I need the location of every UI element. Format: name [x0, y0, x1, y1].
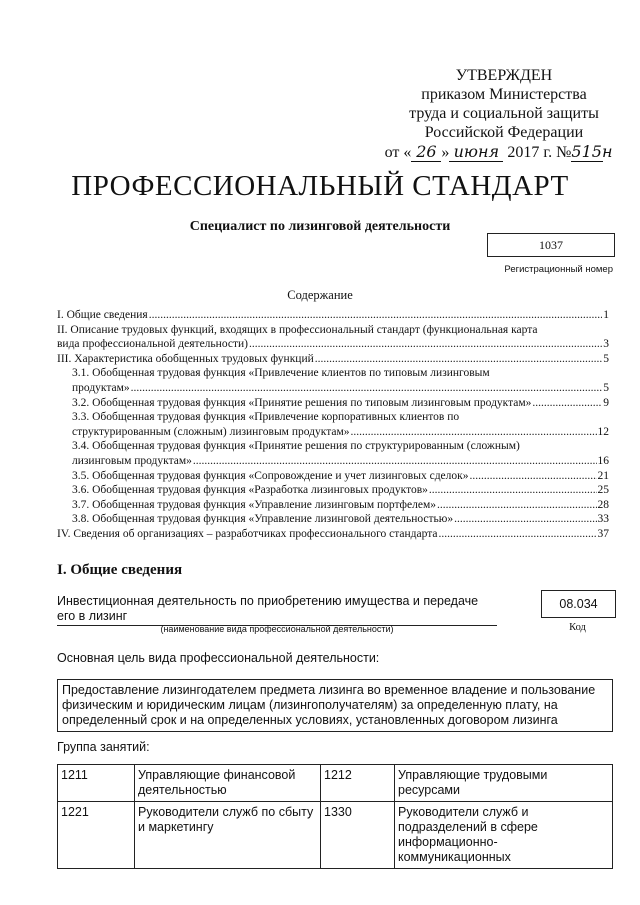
- approval-block: [384, 66, 624, 162]
- toc-entry-text-cont: лизинговым продуктам»: [72, 454, 192, 467]
- table-cell-code: 1330: [321, 802, 395, 869]
- toc-entry-page: 3: [603, 338, 609, 351]
- handwritten-month: июня: [449, 142, 503, 162]
- table-cell-code: 1211: [58, 765, 135, 802]
- toc-entry-page: 21: [597, 469, 609, 482]
- registration-number-box: 1037: [487, 233, 615, 257]
- code-caption: Код: [569, 622, 586, 633]
- toc-entry-text: 3.7. Обобщенная трудовая функция «Управление лизинговым портфелем»: [72, 498, 436, 511]
- table-cell-name: Руководители служб по сбыту и маркетингу: [135, 802, 321, 869]
- toc-entry-text: 3.5. Обобщенная трудовая функция «Сопровождение и учет лизинговых сделок»: [72, 469, 469, 482]
- handwritten-day: 26: [411, 142, 441, 162]
- table-cell-name: Руководители служб и подразделений в сфере информационно-коммуникационных: [395, 802, 613, 869]
- toc-entry-page: 5: [603, 381, 609, 394]
- registration-number-label: Регистрационный номер: [504, 264, 613, 275]
- toc-entry-text: 3.6. Обобщенная трудовая функция «Разработка лизинговых продуктов»: [72, 484, 428, 497]
- toc-entry-page: 25: [597, 484, 609, 497]
- toc-entry-page: 28: [597, 498, 609, 511]
- page-title: ПРОФЕССИОНАЛЬНЫЙ СТАНДАРТ: [71, 170, 569, 202]
- toc-entry-text: 3.4. Обобщенная трудовая функция «Принятие решения по структурированным (сложным): [72, 440, 520, 453]
- toc-entry[interactable]: [57, 410, 609, 439]
- toc-entry-text: IV. Сведения об организациях – разработчиках профессионального стандарта: [57, 527, 438, 540]
- toc-entry[interactable]: [57, 512, 609, 527]
- date-year: 2017 г. №: [507, 144, 572, 161]
- section-heading: I. Общие сведения: [57, 562, 183, 578]
- goal-label: Основная цель вида профессиональной деятельности:: [57, 651, 380, 665]
- table-cell-name: Управляющие финансовой деятельностью: [135, 765, 321, 802]
- toc-entry-text-cont: структурированным (сложным) лизинговым продуктам»: [72, 425, 350, 438]
- approval-date-line: [364, 142, 624, 162]
- toc-entry[interactable]: [57, 323, 609, 352]
- toc-entry[interactable]: [57, 396, 609, 411]
- toc-entry[interactable]: [57, 469, 609, 484]
- toc-entry-text: 3.2. Обобщенная трудовая функция «Принятие решения по типовым лизинговым продуктам»: [72, 396, 532, 409]
- table-row: [58, 765, 613, 802]
- activity-name: Инвестиционная деятельность по приобретению имущества и передаче его в лизинг: [57, 594, 497, 626]
- toc-entry-page: 16: [597, 454, 609, 467]
- toc-entry[interactable]: [57, 483, 609, 498]
- toc-entry[interactable]: [57, 308, 609, 323]
- handwritten-order-number: 515н: [571, 142, 613, 161]
- toc-entry[interactable]: [57, 498, 609, 513]
- toc-heading: Содержание: [287, 288, 353, 302]
- table-cell-code: 1221: [58, 802, 135, 869]
- goal-text-box: Предоставление лизингодателем предмета лизинга во временное владение и пользование физическим и юридическим лицам (лизингополучателям) за определенную плату, на определенный срок и на определенных условиях, установленных договором лизинга: [57, 679, 613, 732]
- approval-line: приказом Министерства: [421, 86, 587, 103]
- approval-line: Российской Федерации: [424, 124, 584, 141]
- toc-entry-page: 12: [597, 425, 609, 438]
- table-of-contents: [57, 308, 609, 542]
- toc-entry[interactable]: [57, 366, 609, 395]
- toc-entry-text: II. Описание трудовых функций, входящих в профессиональный стандарт (функциональная карта: [57, 323, 538, 336]
- table-row: [58, 802, 613, 869]
- toc-entry-text: I. Общие сведения: [57, 309, 148, 321]
- approval-line: труда и социальной защиты: [409, 105, 599, 122]
- toc-entry-page: 5: [603, 352, 609, 365]
- toc-entry-page: 33: [597, 513, 609, 526]
- table-cell-name: Управляющие трудовыми ресурсами: [395, 765, 613, 802]
- toc-entry-page: 1: [603, 309, 609, 321]
- toc-entry-text: 3.8. Обобщенная трудовая функция «Управление лизинговой деятельностью»: [72, 513, 454, 526]
- toc-entry[interactable]: [57, 439, 609, 468]
- standard-subtitle: Специалист по лизинговой деятельности: [189, 219, 451, 234]
- toc-entry-text: 3.1. Обобщенная трудовая функция «Привлечение клиентов по типовым лизинговым: [72, 367, 490, 380]
- table-cell-code: 1212: [321, 765, 395, 802]
- toc-entry-page: 37: [597, 527, 609, 540]
- occupation-group-label: Группа занятий:: [57, 740, 150, 754]
- toc-entry-text: 3.3. Обобщенная трудовая функция «Привлечение корпоративных клиентов по: [72, 411, 460, 424]
- activity-caption: (наименование вида профессиональной деятельности): [160, 624, 394, 634]
- toc-entry[interactable]: [57, 527, 609, 542]
- toc-entry-page: 9: [603, 396, 609, 409]
- date-prefix: от «: [384, 144, 412, 161]
- toc-entry[interactable]: [57, 352, 609, 367]
- date-mid: »: [441, 144, 450, 161]
- toc-entry-text-cont: продуктам»: [72, 381, 130, 394]
- activity-code-box: 08.034: [541, 590, 616, 618]
- toc-entry-text-cont: вида профессиональной деятельности): [57, 338, 248, 351]
- toc-entry-text: III. Характеристика обобщенных трудовых функций: [57, 352, 314, 365]
- approval-line: УТВЕРЖДЕН: [455, 67, 553, 84]
- occupation-group-table: [57, 764, 613, 869]
